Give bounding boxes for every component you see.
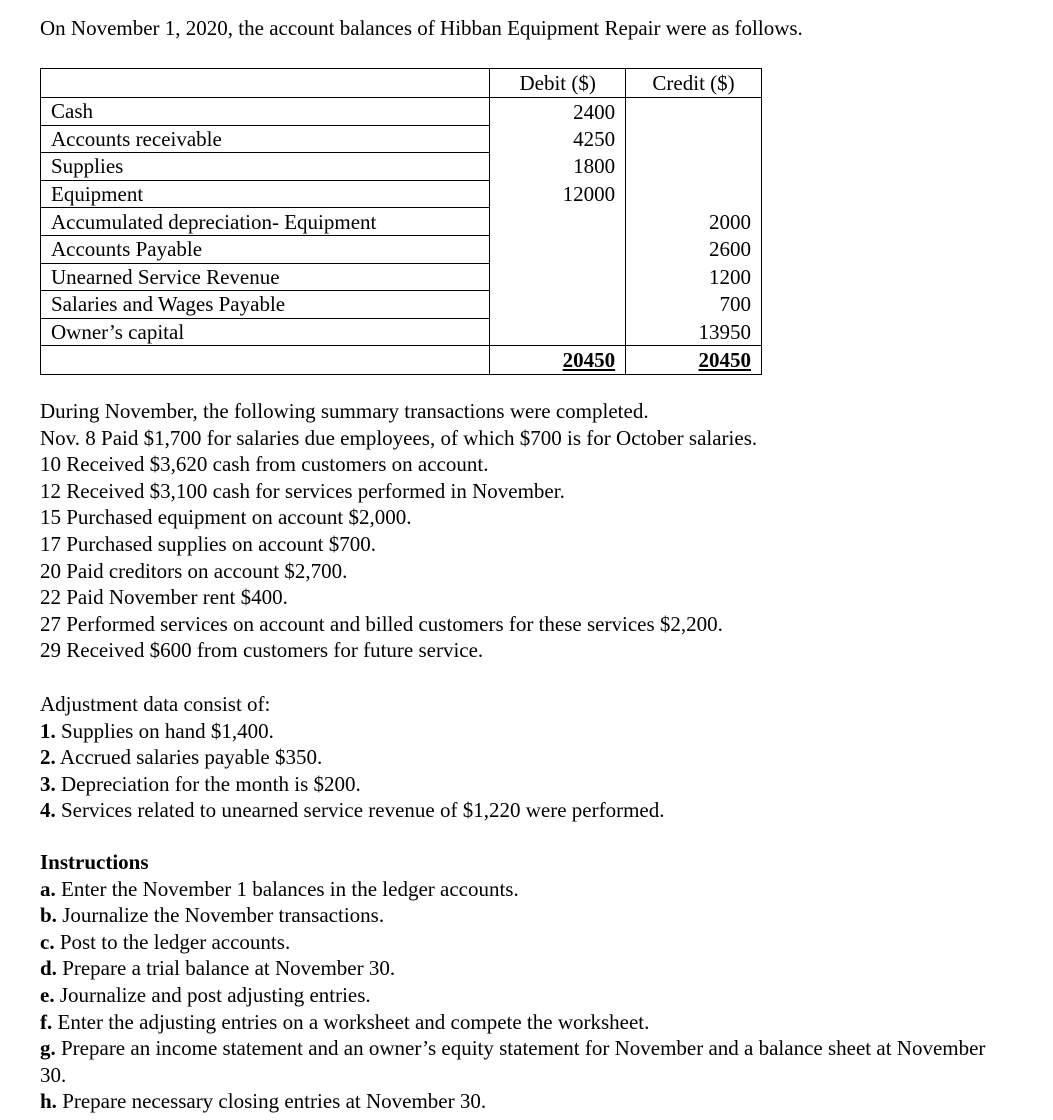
instruction-item: d. Prepare a trial balance at November 30. xyxy=(40,956,396,981)
transaction-item: 27 Performed services on account and billed customers for these services $2,200. xyxy=(40,611,723,636)
transaction-item: 22 Paid November rent $400. xyxy=(40,585,288,610)
table-row xyxy=(41,318,762,346)
transaction-item: 15 Purchased equipment on account $2,000. xyxy=(40,505,412,530)
transaction-item: 29 Received $600 from customers for future service. xyxy=(40,638,484,663)
cell-credit xyxy=(626,153,762,181)
instruction-item: h. Prepare necessary closing entries at November 30. xyxy=(40,1089,487,1114)
transactions-section xyxy=(40,398,757,664)
cell-debit: 12000 xyxy=(490,180,626,208)
intro-text: On November 1, 2020, the account balances of Hibban Equipment Repair were as follows. xyxy=(40,16,803,40)
cell-account: Accounts Payable xyxy=(41,235,490,263)
transaction-item: Nov. 8 Paid $1,700 for salaries due employees, of which $700 is for October salaries. xyxy=(40,425,758,450)
table-row xyxy=(41,235,762,263)
cell-account: Accumulated depreciation- Equipment xyxy=(41,208,490,236)
instruction-item: g. Prepare an income statement and an owner’s equity statement for November and a balance sheet at November 30. xyxy=(40,1036,986,1087)
table-row xyxy=(41,98,762,126)
header-debit: Debit ($) xyxy=(490,69,626,98)
adjustment-item: 4. Services related to unearned service revenue of $1,220 were performed. xyxy=(40,798,665,823)
cell-credit xyxy=(626,125,762,153)
header-account xyxy=(41,69,490,98)
table-row xyxy=(41,180,762,208)
instruction-item: f. Enter the adjusting entries on a worksheet and compete the worksheet. xyxy=(40,1009,650,1034)
cell-debit: 2400 xyxy=(490,98,626,126)
table-row xyxy=(41,153,762,181)
cell-credit: 700 xyxy=(626,291,762,319)
table-row xyxy=(41,263,762,291)
cell-account: Accounts receivable xyxy=(41,125,490,153)
cell-account: Owner’s capital xyxy=(41,318,490,346)
cell-debit xyxy=(490,208,626,236)
table-row xyxy=(41,291,762,319)
cell-debit xyxy=(490,291,626,319)
cell-credit xyxy=(626,98,762,126)
cell-debit: 4250 xyxy=(490,125,626,153)
instruction-item: a. Enter the November 1 balances in the ledger accounts. xyxy=(40,876,519,901)
cell-debit xyxy=(490,263,626,291)
totals-row xyxy=(41,346,762,375)
cell-account: Unearned Service Revenue xyxy=(41,263,490,291)
instruction-item: e. Journalize and post adjusting entries. xyxy=(40,982,371,1007)
table-row xyxy=(41,125,762,153)
cell-credit: 2000 xyxy=(626,208,762,236)
cell-credit: 2600 xyxy=(626,235,762,263)
table-row xyxy=(41,208,762,236)
table-header-row xyxy=(41,69,762,98)
transactions-heading: During November, the following summary transactions were completed. xyxy=(40,399,649,423)
cell-account: Equipment xyxy=(41,180,490,208)
adjustment-item: 3. Depreciation for the month is $200. xyxy=(40,771,361,796)
cell-account: Cash xyxy=(41,98,490,126)
cell-debit: 1800 xyxy=(490,153,626,181)
adjustments-heading: Adjustment data consist of: xyxy=(40,692,271,716)
adjustments-section xyxy=(40,691,664,824)
adjustment-item: 2. Accrued salaries payable $350. xyxy=(40,745,323,770)
instructions-section xyxy=(40,849,1000,1115)
instructions-heading: Instructions xyxy=(40,850,149,874)
cell-credit: 13950 xyxy=(626,318,762,346)
cell-account: Salaries and Wages Payable xyxy=(41,291,490,319)
totals-label xyxy=(41,346,490,375)
cell-credit xyxy=(626,180,762,208)
adjustment-item: 1. Supplies on hand $1,400. xyxy=(40,718,274,743)
cell-credit: 1200 xyxy=(626,263,762,291)
instruction-item: c. Post to the ledger accounts. xyxy=(40,929,291,954)
cell-debit xyxy=(490,235,626,263)
transaction-item: 12 Received $3,100 cash for services performed in November. xyxy=(40,478,565,503)
total-debit: 20450 xyxy=(490,346,626,375)
account-balances-table xyxy=(40,68,762,375)
cell-debit xyxy=(490,318,626,346)
transaction-item: 17 Purchased supplies on account $700. xyxy=(40,531,376,556)
cell-account: Supplies xyxy=(41,153,490,181)
header-credit: Credit ($) xyxy=(626,69,762,98)
total-credit: 20450 xyxy=(626,346,762,375)
transaction-item: 10 Received $3,620 cash from customers on account. xyxy=(40,452,489,477)
transaction-item: 20 Paid creditors on account $2,700. xyxy=(40,558,348,583)
instruction-item: b. Journalize the November transactions. xyxy=(40,903,385,928)
